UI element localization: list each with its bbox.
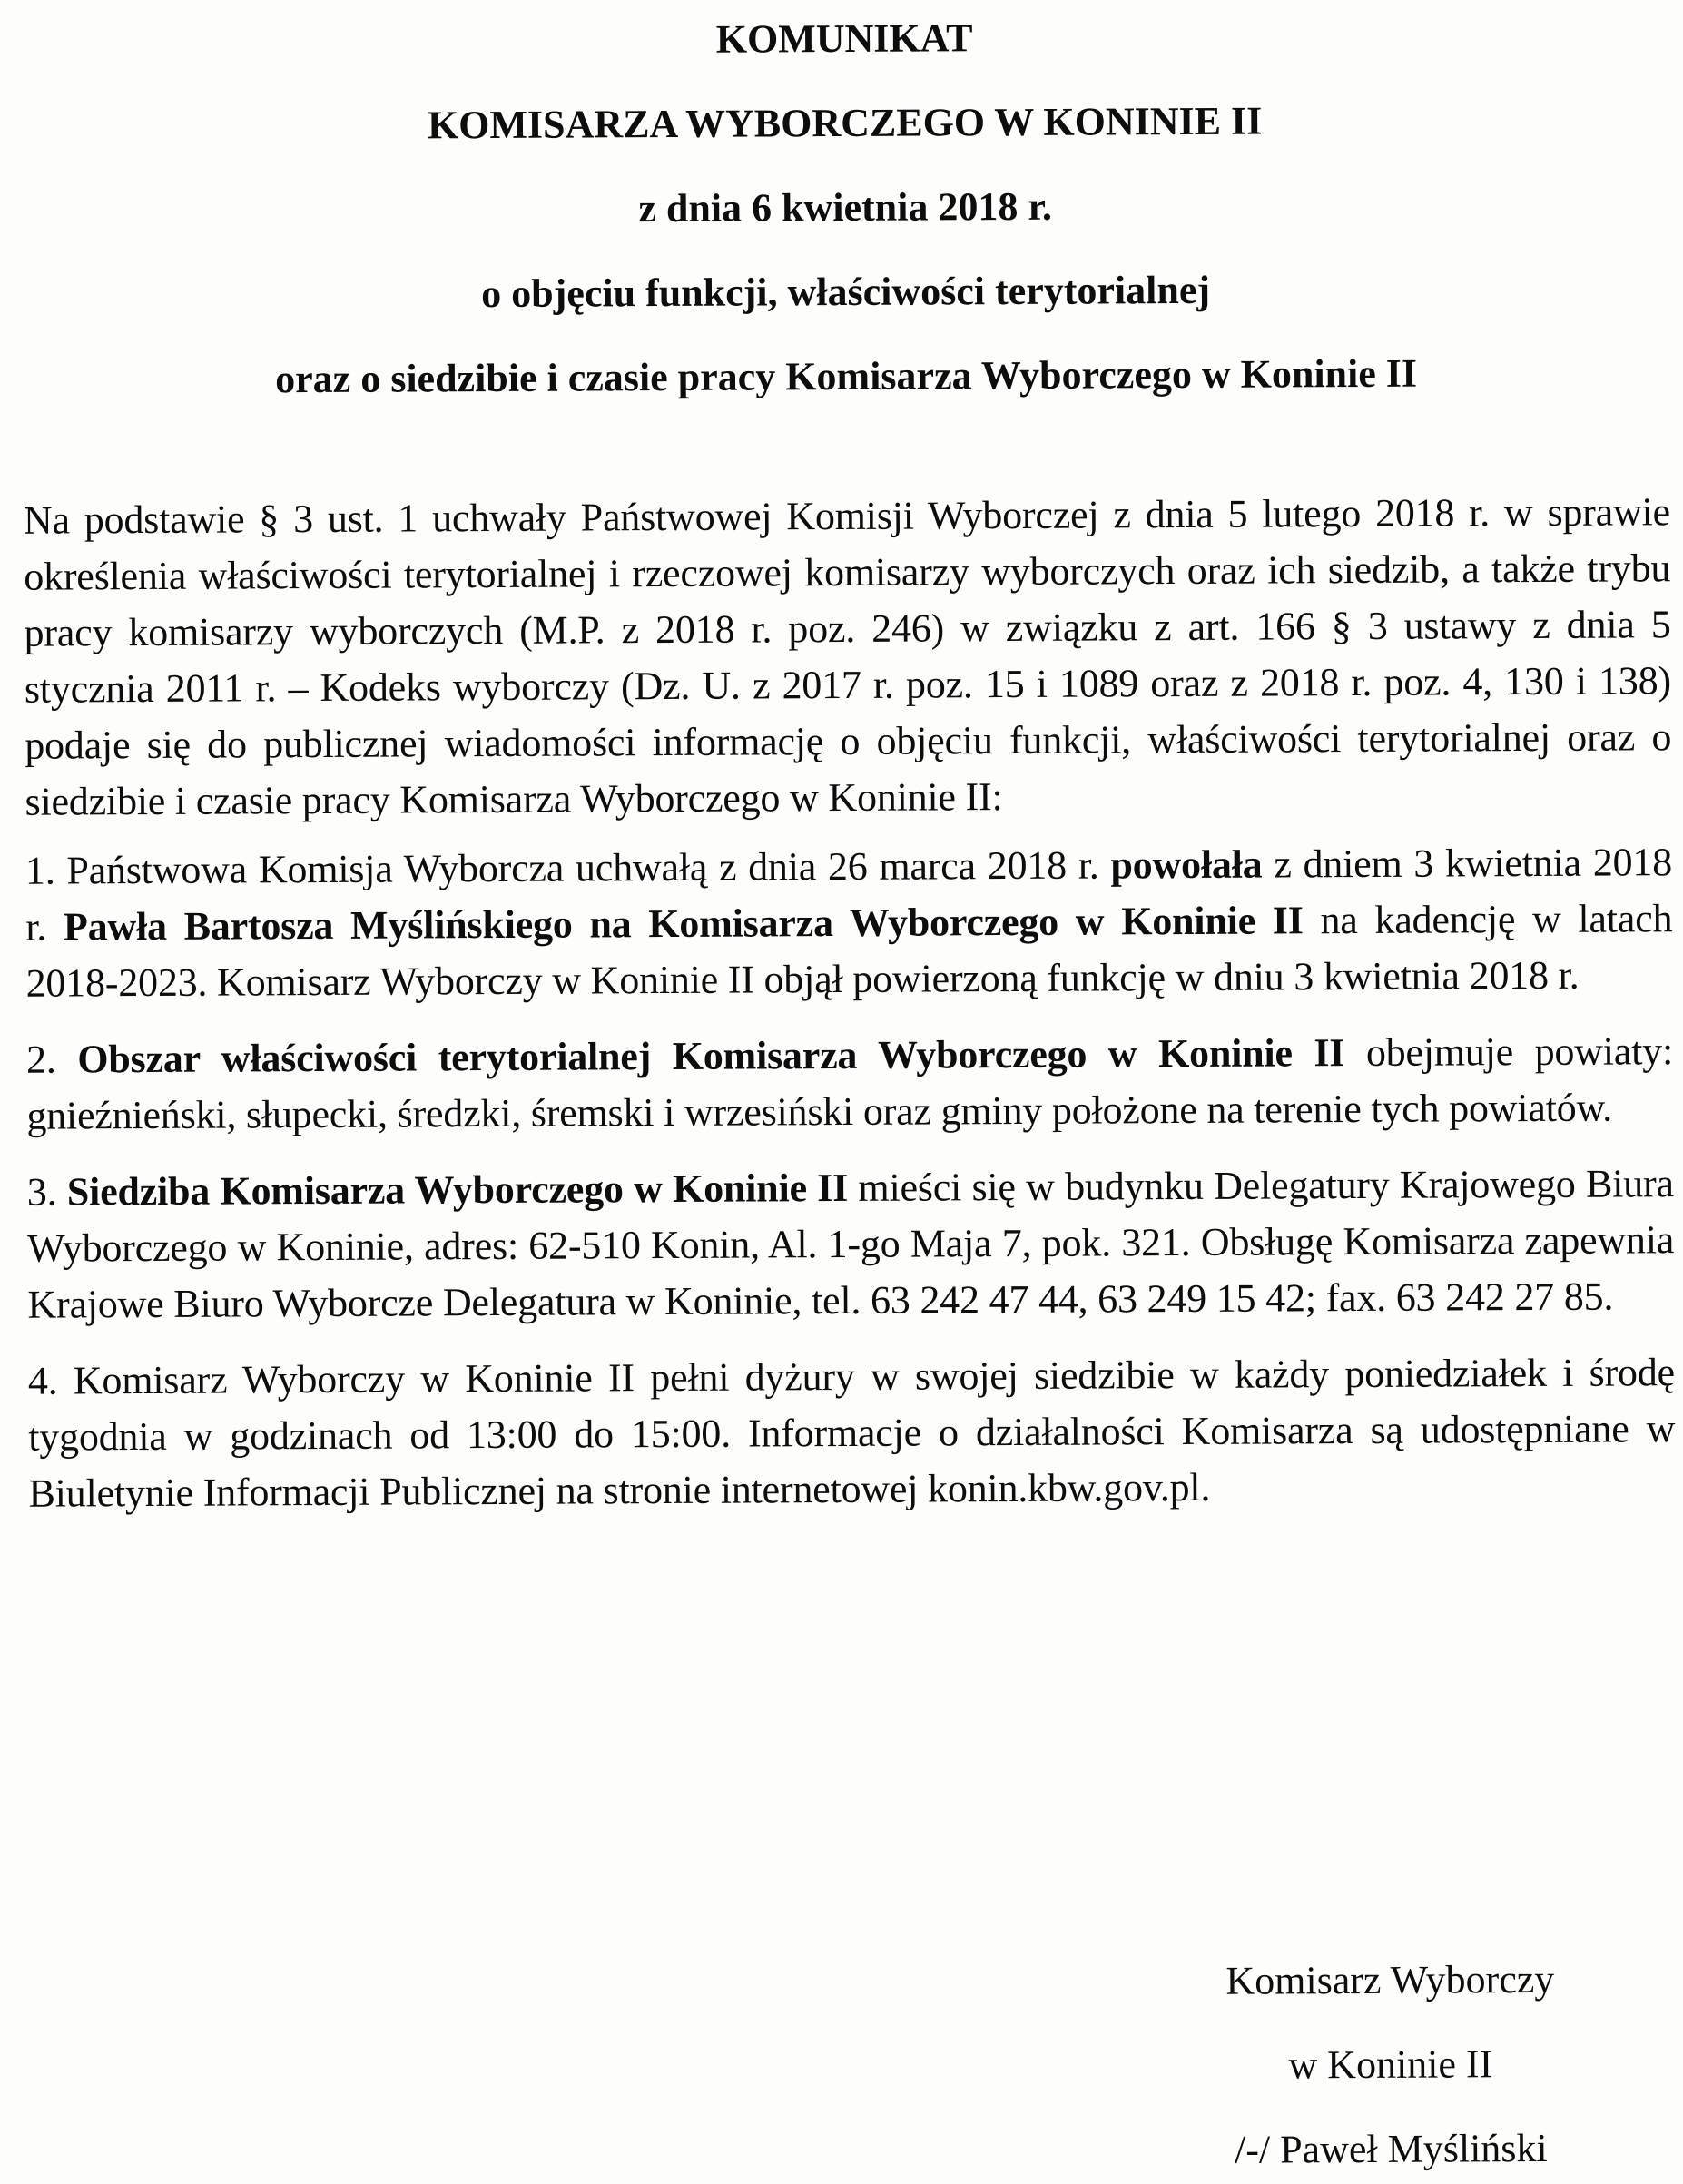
signature-location: w Koninie II [1288,2041,1493,2088]
item3-number: 3. [26,1169,67,1215]
item1-bold-commissioner-name: Pawła Bartosza Myślińskiego na Komisarza Wyborczego w Koninie II [63,898,1304,949]
doc-date-line: z dnia 6 kwietnia 2018 r. [638,183,1053,231]
item3-text-post: mieści się w budynku Delegatury Krajowego Biura Wyborczego w Koninie, adres: 62-510 Konin, Al. 1-go Maja 7, pok. 321. Obsługę Komisarza zapewnia Krajowe Biuro Wyborcze Delegatura w Koninie, tel. 63 242 47 44, 63 249 15 42; fax. 63 242 27 85. [27,1161,1675,1327]
paragraph-item-2 [26,1023,1674,1144]
paragraph-item-1 [25,834,1673,1011]
intro-text: Na podstawie § 3 ust. 1 uchwały Państwowej Komisji Wyborczej z dnia 5 lutego 2018 r. w sprawie określenia właściwości terytorialnej i rzeczowej komisarzy wyborczych oraz ich siedzib, a także trybu pracy komisarzy wyborczych (M.P. z 2018 r. poz. 246) w związku z art. 166 § 3 ustawy z dnia 5 stycznia 2011 r. – Kodeks wyborczy (Dz. U. z 2017 r. poz. 15 i 1089 oraz z 2018 r. poz. 4, 130 i 138) podaje się do publicznej wiadomości informację o objęciu funkcji, właściwości terytorialnej oraz o siedzibie i czasie pracy Komisarza Wyborczego w Koninie II: [23,489,1672,824]
doc-subject-line-2: oraz o siedzibie i czasie pracy Komisarza Wyborczego w Koninie II [275,350,1418,402]
item2-number: 2. [25,1037,78,1082]
signature-name: /-/ Paweł Myśliński [1234,2125,1548,2172]
item2-text-post: obejmuje powiaty: gnieźnieński, słupecki, średzki, śremski i wrzesiński oraz gminy położone na terenie tych powiatów. [26,1028,1674,1138]
doc-subject-line-1: o objęciu funkcji, właściwości terytorialnej [481,267,1211,317]
paragraph-item-4 [28,1344,1676,1521]
signature-role: Komisarz Wyborczy [1225,1956,1555,2003]
paragraph-item-3 [27,1156,1675,1333]
doc-subtitle: KOMISARZA WYBORCZEGO W KONINIE II [427,98,1263,148]
item1-bold-appointed: powołała [1110,841,1263,888]
doc-title: KOMUNIKAT [715,15,973,62]
item1-text-post: na kadencję w latach 2018-2023. Komisarz Wyborczy w Koninie II objął powierzoną funkcję w dniu 3 kwietnia 2018 r. [25,896,1673,1006]
signature-block [1108,1958,1672,2184]
item1-text-mid: z dniem 3 kwietnia 2018 r. [25,840,1673,949]
item1-text-pre: 1. Państwowa Komisja Wyborcza uchwałą z dnia 26 marca 2018 r. [25,842,1111,893]
item4-text: 4. Komisarz Wyborczy w Koninie II pełni dyżury w swojej siedzibie w każdy poniedziałek i środę tygodnia w godzinach od 13:00 do 15:00. Informacje o działalności Komisarza są udostępniane w Biuletynie Informacji Publicznej na stronie internetowej konin.kbw.gov.pl. [27,1350,1676,1516]
intro-paragraph [24,484,1672,830]
item2-bold-territory: Obszar właściwości terytorialnej Komisarza Wyborczego w Koninie II [77,1030,1345,1082]
item3-bold-seat: Siedziba Komisarza Wyborczego w Koninie II [66,1165,849,1215]
